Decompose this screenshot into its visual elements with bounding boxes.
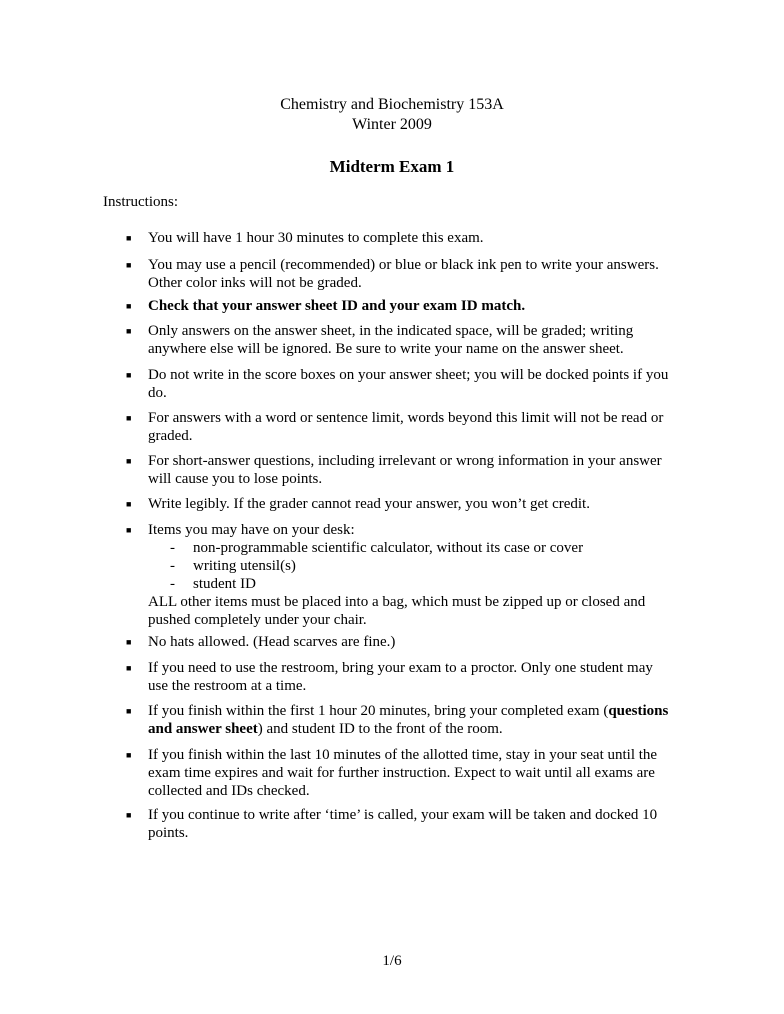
item-text: Do not write in the score boxes on your answer sheet; you will be docked points if you xyxy=(148,367,669,383)
list-item xyxy=(126,409,688,445)
list-item xyxy=(126,495,688,513)
bullet-icon: ■ xyxy=(126,301,132,311)
item-text: Check that your answer sheet ID and your exam ID match. xyxy=(148,298,526,314)
item-text: If you need to use the restroom, bring your exam to a proctor. Only one student may xyxy=(148,660,653,676)
bullet-icon: ■ xyxy=(126,233,132,243)
item-text: graded. xyxy=(148,428,193,444)
page-number: 1/6 xyxy=(382,953,402,969)
item-text: If you finish within the last 10 minutes of the allotted time, stay in your seat until the xyxy=(148,747,658,763)
bullet-icon: ■ xyxy=(126,260,132,270)
list-item xyxy=(126,322,688,358)
list-item xyxy=(126,452,688,488)
bullet-icon: ■ xyxy=(126,525,132,535)
sub-item-text: student ID xyxy=(193,576,256,592)
sub-list-item: - student ID xyxy=(170,576,256,592)
item-text: pushed completely under your chair. xyxy=(148,612,367,628)
bullet-icon: ■ xyxy=(126,370,132,380)
course-title: Chemistry and Biochemistry 153A xyxy=(280,96,504,113)
list-item xyxy=(126,806,688,842)
list-item xyxy=(126,633,688,651)
exam-title: Midterm Exam 1 xyxy=(329,157,455,176)
term: Winter 2009 xyxy=(352,116,432,133)
sub-list-item: - writing utensil(s) xyxy=(170,558,296,574)
item-text: Other color inks will not be graded. xyxy=(148,275,362,291)
sub-item-text: non-programmable scientific calculator, without its case or cover xyxy=(193,540,584,556)
bullet-icon: ■ xyxy=(126,637,132,647)
item-text: If you finish within the first 1 hour 20 minutes, bring your completed exam (questions xyxy=(148,703,669,719)
bullet-icon: ■ xyxy=(126,663,132,673)
list-item xyxy=(126,366,688,402)
list-item xyxy=(126,521,688,629)
bullet-icon: ■ xyxy=(126,706,132,716)
item-text: exam time expires and wait for further instruction. Expect to wait until all exams are xyxy=(148,765,655,781)
item-text: Only answers on the answer sheet, in the indicated space, will be graded; writing xyxy=(148,323,634,339)
item-text: use the restroom at a time. xyxy=(148,678,307,694)
item-text: You will have 1 hour 30 minutes to complete this exam. xyxy=(148,230,484,246)
sub-item-text: writing utensil(s) xyxy=(193,558,296,574)
item-text: If you continue to write after ‘time’ is called, your exam will be taken and docked 10 xyxy=(148,807,658,823)
list-item xyxy=(126,659,688,695)
item-text: and answer sheet) and student ID to the front of the room. xyxy=(148,721,503,737)
list-item xyxy=(126,702,688,738)
instructions-label: Instructions: xyxy=(103,194,178,210)
item-text: You may use a pencil (recommended) or blue or black ink pen to write your answers. xyxy=(148,257,659,273)
item-text: For short-answer questions, including irrelevant or wrong information in your answer xyxy=(148,453,662,469)
bullet-icon: ■ xyxy=(126,750,132,760)
item-text: points. xyxy=(148,825,189,841)
item-text: Write legibly. If the grader cannot read your answer, you won’t get credit. xyxy=(148,496,590,512)
item-text: ALL other items must be placed into a bag, which must be zipped up or closed and xyxy=(148,594,646,610)
item-text: No hats allowed. (Head scarves are fine.) xyxy=(148,634,396,650)
item-text: do. xyxy=(148,385,167,401)
bullet-icon: ■ xyxy=(126,326,132,336)
bullet-icon: ■ xyxy=(126,456,132,466)
item-text: will cause you to lose points. xyxy=(148,471,323,487)
item-text: anywhere else will be ignored. Be sure to write your name on the answer sheet. xyxy=(148,341,624,357)
sub-list-item: - non-programmable scientific calculator, without its case or cover xyxy=(170,540,584,556)
list-item xyxy=(126,256,688,292)
list-item xyxy=(126,229,688,247)
item-text: Items you may have on your desk: xyxy=(148,522,355,538)
list-item xyxy=(126,746,688,800)
list-item xyxy=(126,297,688,315)
bullet-icon: ■ xyxy=(126,499,132,509)
item-text: For answers with a word or sentence limit, words beyond this limit will not be read or xyxy=(148,410,664,426)
bullet-icon: ■ xyxy=(126,810,132,820)
item-text: collected and IDs checked. xyxy=(148,783,310,799)
bullet-icon: ■ xyxy=(126,413,132,423)
